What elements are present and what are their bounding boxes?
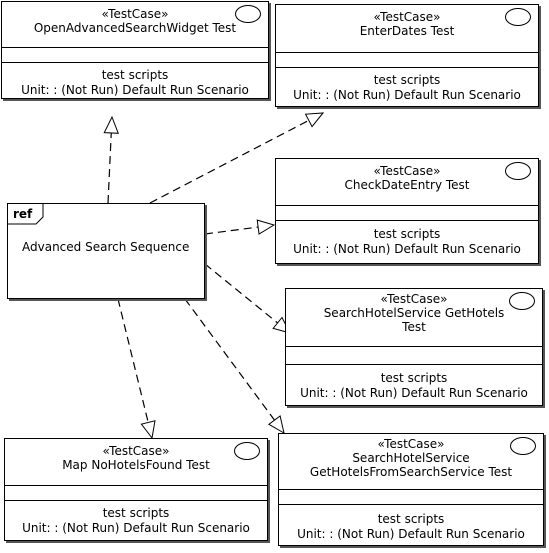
testcase-name-line-1: SearchHotelService — [352, 451, 470, 465]
testcase-name: OpenAdvancedSearchWidget Test — [33, 21, 237, 35]
ref-frame-advanced-search-sequence[interactable] — [7, 203, 205, 299]
testcase-header — [286, 289, 542, 347]
section-label: test scripts — [373, 73, 441, 87]
separator — [276, 67, 538, 68]
run-detail: Unit: : (Not Run) Default Run Scenario — [300, 386, 528, 400]
dashed-line — [185, 299, 274, 420]
link-to-map-no-hotels-found[interactable] — [118, 299, 155, 438]
testcase-search-hotel-service-get-hotels[interactable] — [285, 288, 543, 406]
dashed-line — [108, 133, 111, 203]
testcase-body — [276, 227, 538, 257]
run-detail: Unit: : (Not Run) Default Run Scenario — [22, 521, 250, 535]
hollow-arrowhead-icon — [269, 416, 284, 433]
link-to-search-hotel-service[interactable] — [205, 264, 290, 333]
testcase-ellipse-icon — [505, 8, 531, 26]
run-detail: Unit: : (Not Run) Default Run Scenario — [297, 527, 525, 541]
testcase-header — [5, 439, 267, 486]
testcase-header — [279, 434, 543, 490]
section-label: test scripts — [377, 512, 445, 526]
testcase-body — [276, 73, 538, 103]
testcase-ellipse-icon — [235, 5, 261, 23]
testcase-body — [5, 506, 267, 536]
testcase-ellipse-icon — [510, 437, 536, 455]
ref-title: Advanced Search Sequence — [22, 240, 190, 254]
stereotype-label: «TestCase» — [373, 10, 441, 24]
run-detail: Unit: : (Not Run) Default Run Scenario — [293, 88, 521, 102]
hollow-arrowhead-icon — [306, 113, 323, 127]
separator — [276, 220, 538, 221]
testcase-header — [276, 5, 538, 53]
testcase-body — [2, 68, 268, 98]
link-to-get-hotels-from-search[interactable] — [185, 299, 284, 433]
testcase-enter-dates[interactable] — [275, 4, 539, 107]
dashed-line — [205, 227, 258, 234]
testcase-body — [286, 371, 542, 401]
hollow-arrowhead-icon — [257, 220, 274, 234]
hollow-arrowhead-icon — [104, 117, 118, 133]
separator — [2, 62, 268, 63]
separator — [286, 364, 542, 365]
ref-tag: ref — [13, 207, 33, 221]
testcase-header — [2, 2, 268, 48]
link-to-check-date-entry[interactable] — [205, 220, 274, 234]
section-label: test scripts — [373, 227, 441, 241]
testcase-open-advanced-search-widget[interactable] — [1, 1, 269, 99]
testcase-header — [276, 159, 538, 206]
testcase-body — [279, 512, 543, 542]
stereotype-label: «TestCase» — [101, 7, 169, 21]
testcase-name: CheckDateEntry Test — [344, 178, 470, 192]
dashed-line — [118, 299, 148, 422]
testcase-ellipse-icon — [234, 442, 260, 460]
link-to-open-advanced-search-widget[interactable] — [104, 117, 118, 203]
separator — [5, 500, 267, 501]
dashed-line — [205, 264, 278, 323]
run-detail: Unit: : (Not Run) Default Run Scenario — [21, 83, 249, 97]
testcase-map-no-hotels-found[interactable] — [4, 438, 268, 541]
stereotype-label: «TestCase» — [373, 164, 441, 178]
section-label: test scripts — [101, 68, 169, 82]
testcase-search-hotel-service-get-hotels-from-search-service[interactable] — [278, 433, 544, 546]
testcase-name-line-2: GetHotelsFromSearchService Test — [309, 465, 513, 479]
testcase-ellipse-icon — [509, 292, 535, 310]
testcase-ellipse-icon — [505, 162, 531, 180]
separator — [279, 504, 543, 505]
stereotype-label: «TestCase» — [380, 292, 448, 306]
run-detail: Unit: : (Not Run) Default Run Scenario — [293, 242, 521, 256]
testcase-check-date-entry[interactable] — [275, 158, 539, 264]
hollow-arrowhead-icon — [141, 421, 155, 438]
section-label: test scripts — [102, 506, 170, 520]
testcase-name-line-2: Test — [402, 320, 426, 334]
testcase-name: EnterDates Test — [359, 24, 455, 38]
stereotype-label: «TestCase» — [377, 437, 445, 451]
testcase-name-line-1: SearchHotelService GetHotels — [323, 306, 505, 320]
testcase-name: Map NoHotelsFound Test — [62, 458, 210, 472]
stereotype-label: «TestCase» — [102, 444, 170, 458]
section-label: test scripts — [380, 371, 448, 385]
